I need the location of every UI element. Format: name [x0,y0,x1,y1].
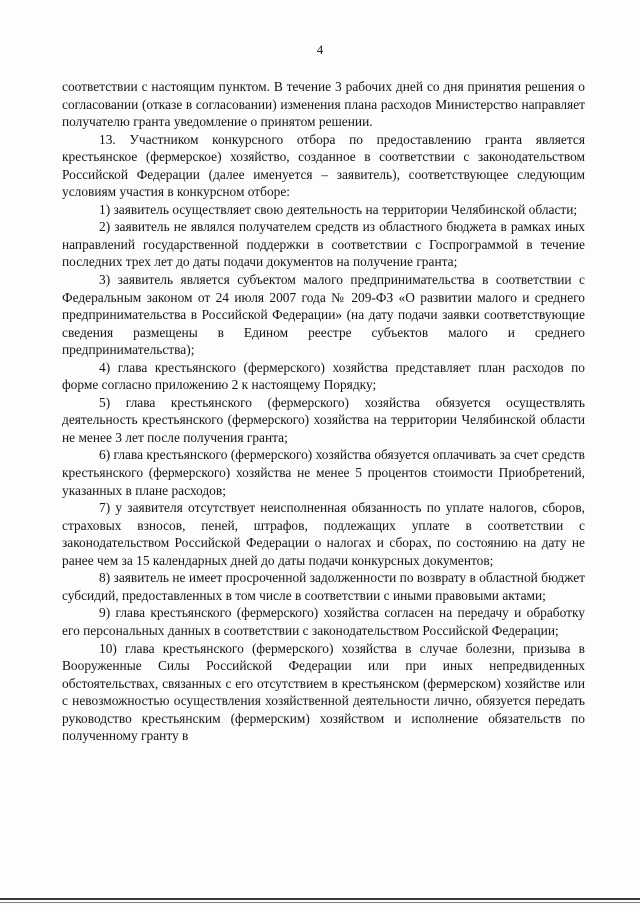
paragraph-subitem-2: 2) заявитель не являлся получателем средств из областного бюджета в рамках иных направлений государственной поддержки в соответствии с Госпрограммой в течение последних трех лет до даты подачи документов на получение гранта; [62,219,585,270]
paragraph-subitem-1: 1) заявитель осуществляет свою деятельность на территории Челябинской области; [99,201,578,217]
paragraph-subitem-9: 9) глава крестьянского (фермерского) хозяйства согласен на передачу и обработку его персональных данных в соответствии с законодательством Российской Федерации; [62,605,585,638]
scan-edge-line [0,898,640,900]
document-body [62,78,585,745]
paragraph-subitem-7: 7) у заявителя отсутствует неисполненная обязанность по уплате налогов, сборов, страховых взносов, пеней, штрафов, подлежащих уплате в соответствии с законодательством Российской Федерации о налогах и сборах, по состоянию на дату не ранее чем за 15 календарных дней до даты подачи конкурсных документов; [62,500,585,568]
paragraph-subitem-3: 3) заявитель является субъектом малого предпринимательства в соответствии с Федеральным законом от 24 июля 2007 года № 209-ФЗ «О развитии малого и среднего предпринимательства в Российской Федерации» (на дату подачи заявки соответствующие сведения размещены в Едином реестре субъектов малого и среднего предпринимательства); [62,272,585,358]
paragraph-subitem-4: 4) глава крестьянского (фермерского) хозяйства представляет план расходов по форме согласно приложению 2 к настоящему Порядку; [62,359,585,393]
paragraph-item-13: 13. Участником конкурсного отбора по предоставлению гранта является крестьянское (фермерское) хозяйство, созданное в соответствии с законодательством Российской Федерации (далее именуется – заявитель), соответствующее следующим условиям участия в конкурсном отборе: [62,131,585,200]
paragraph-subitem-6: 6) глава крестьянского (фермерского) хозяйства обязуется оплачивать за счет средств крестьянского (фермерского) хозяйства не менее 5 процентов стоимости Приобретений, указанных в плане расходов; [62,447,585,498]
paragraph-subitem-8: 8) заявитель не имеет просроченной задолженности по возврату в областной бюджет субсидий, предоставленных в том числе в соответствии с иными правовыми актами; [62,570,585,603]
paragraph-subitem-5: 5) глава крестьянского (фермерского) хозяйства обязуется осуществлять деятельность крестьянского (фермерского) хозяйства на территории Челябинской области не менее 3 лет после получения гранта; [62,394,585,445]
scan-edge-line-secondary [0,902,640,903]
page-number: 4 [316,42,324,57]
paragraph-continuation: соответствии с настоящим пунктом. В течение 3 рабочих дней со дня принятия решения о согласовании (отказе в согласовании) изменения плана расходов Министерство направляет получателю гранта уведомление о принятом решении. [62,79,585,130]
paragraph-subitem-10: 10) глава крестьянского (фермерского) хозяйства в случае болезни, призыва в Вооруженные Силы Российской Федерации или при иных непредвиденных обстоятельствах, связанных с его отсутствием в крестьянском (фермерском) хозяйстве или с невозможностью осуществления хозяйственной деятельности лично, обязуется передать руководство крестьянским (фермерским) хозяйством и исполнение обязательств по полученному гранту в [62,640,585,744]
